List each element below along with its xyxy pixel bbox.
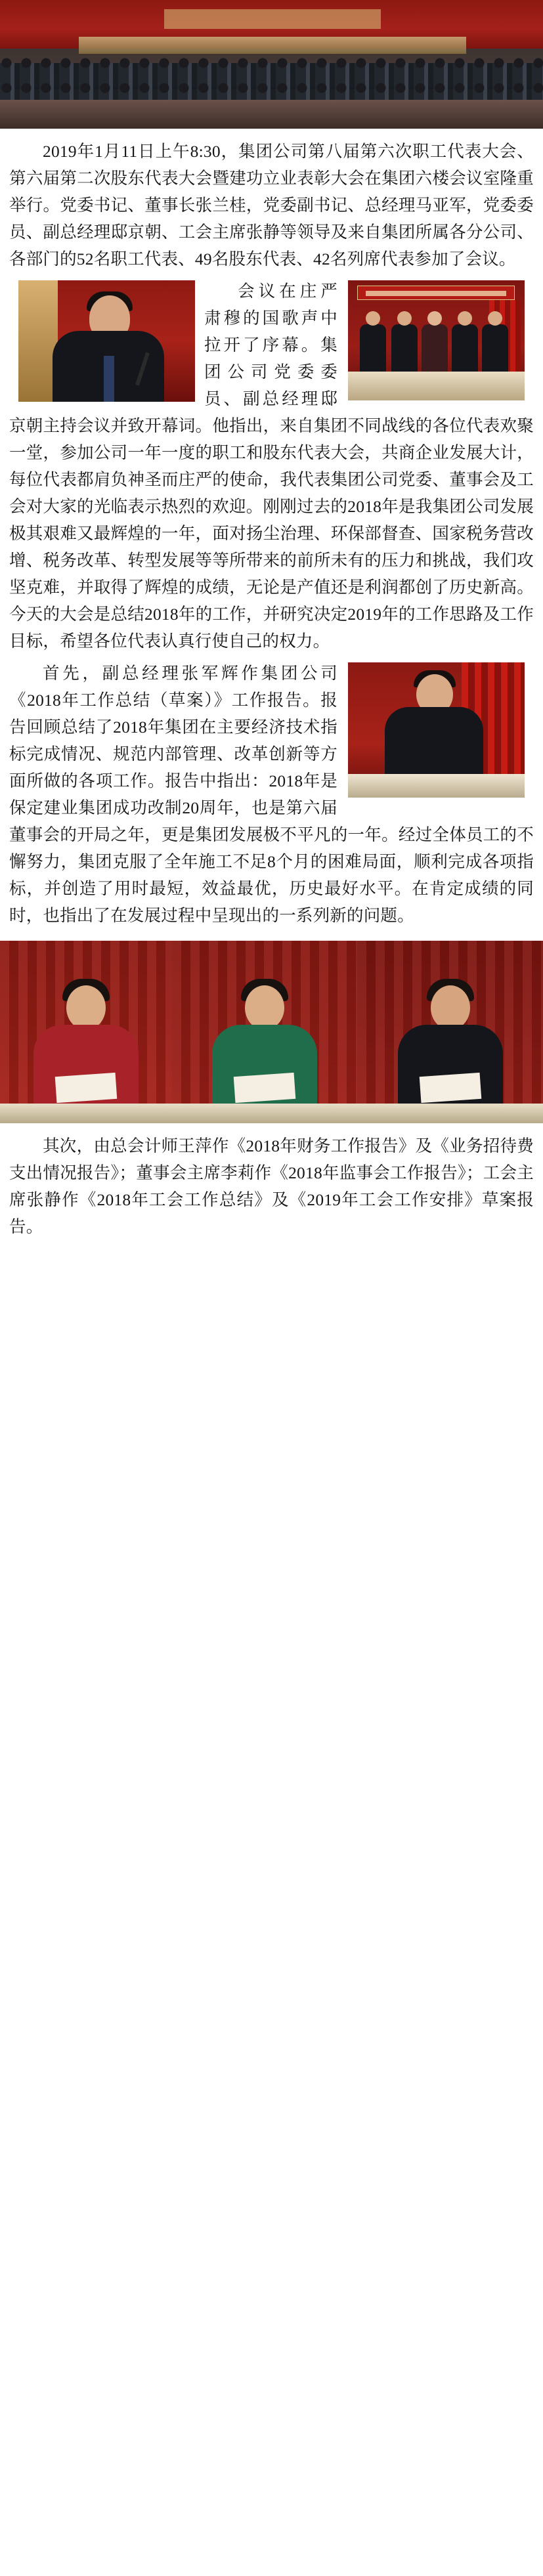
floor <box>0 100 543 129</box>
paragraph-2-block <box>0 278 543 655</box>
leader-figure <box>360 324 386 373</box>
paragraph-3-block <box>0 660 543 929</box>
speaker-tie <box>104 356 114 402</box>
podium-desk <box>357 1104 543 1123</box>
work-report-speaker-photo <box>348 662 525 798</box>
speaker-head <box>431 985 470 1030</box>
audience-row-2 <box>0 76 543 95</box>
report-speaker-photo-1 <box>0 941 172 1123</box>
report-photos-row <box>0 941 543 1123</box>
leader-figure <box>452 324 478 373</box>
speaker-head <box>66 985 106 1030</box>
podium-desk <box>348 774 525 798</box>
paragraph-4: 其次，由总会计师王萍作《2018年财务工作报告》及《业务招待费支出情况报告》；董事会主席李莉作《2018年监事会工作报告》；工会主席张静作《2018年工会工作总结》及《2019年工会工作安排》草案报告。 <box>9 1136 534 1236</box>
podium-desk <box>0 1104 172 1123</box>
meeting-banner <box>357 286 515 300</box>
presiding-speaker-photo <box>18 280 195 402</box>
speaker-head <box>245 985 284 1030</box>
leader-figure <box>422 324 448 373</box>
leader-figure <box>391 324 418 373</box>
report-speaker-photo-2 <box>172 941 357 1123</box>
conference-hall-overview-photo <box>0 0 543 129</box>
paragraph-3: 首先，副总经理张军辉作集团公司《2018年工作总结（草案）》工作报告。报告回顾总结了2018年集团在主要经济技术指标完成情况、规范内部管理、改革创新等方面所做的各项工作。报告中指出：2018年是保定建业集团成功改制20周年，也是第六届董事会的开局之年，更是集团发展极不平凡的一年。经过全体员工的不懈努力，集团克服了全年施工不足8个月的困难局面，顺利完成各项指标，并创造了用时最短，效益最优，历史最好水平。在肯定成绩的同时，也指出了在发展过程中呈现出的一系列新的问题。 <box>9 664 534 925</box>
report-document <box>419 1073 481 1103</box>
report-speaker-photo-3 <box>357 941 543 1123</box>
podium-desk <box>172 1104 357 1123</box>
report-document <box>55 1073 118 1103</box>
report-document <box>234 1073 296 1103</box>
paragraph-2: 会议在庄严肃穆的国歌声中拉开了序幕。集团公司党委委员、副总经理邸京朝主持会议并致开幕词。他指出，来自集团不同战线的各位代表欢聚一堂，参加公司一年一度的职工和股东代表大会，共商企业发展大计，每位代表都肩负神圣而庄严的使命，我代表集团公司党委、董事会及工会对大家的光临表示热烈的欢迎。刚刚过去的2018年是我集团公司发展极其艰难又最辉煌的一年，面对扬尘治理、环保部督查、国家税务营改增、税务改革、转型发展等等所带来的前所未有的压力和挑战，我们攻坚克难，并取得了辉煌的成绩，无论是产值还是利润都创了历史新高。今天的大会是总结2018年的工作，并研究决定2019年的工作思路及工作目标，希望各位代表认真行使自己的权力。 <box>9 282 534 651</box>
paragraph-4-block <box>0 1132 543 1240</box>
wall-panel <box>18 280 58 402</box>
speaker-suit <box>385 707 483 775</box>
paragraph-1: 2019年1月11日上午8:30，集团公司第八届第六次职工代表大会、第六届第二次股东代表大会暨建功立业表彰大会在集团六楼会议室隆重举行。党委书记、董事长张兰桂，党委副书记、总经理马亚军，党委委员、副总经理邸京朝、工会主席张静等领导及来自集团所属各分公司、各部门的52名职工代表、49名股东代表、42名列席代表参加了会议。 <box>9 142 534 268</box>
head-table-surface <box>348 372 525 400</box>
article-page <box>0 0 543 1249</box>
paragraph-1-block <box>0 138 543 272</box>
audience-row-1 <box>0 51 543 70</box>
leadership-table-photo <box>348 280 525 400</box>
leader-figure <box>482 324 508 373</box>
